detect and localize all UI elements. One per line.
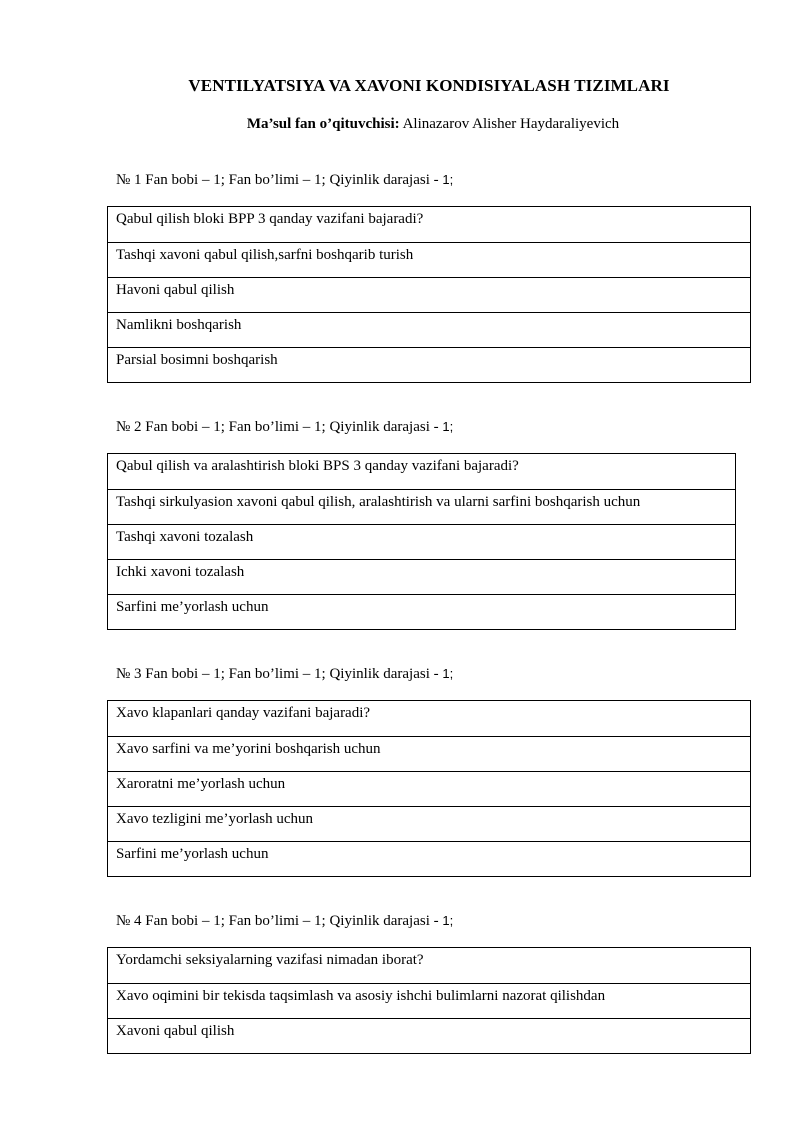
question-level: 1; [442,666,454,681]
question-4-header [116,913,453,930]
question-1-table [107,206,751,383]
question-level: 1; [442,913,454,928]
question-1-answer-4: Parsial bosimni boshqarish [108,347,750,382]
question-2-answer-2: Tashqi xavoni tozalash [108,524,735,559]
question-2-prompt: Qabul qilish va aralashtirish bloki BPS 3 qanday vazifani bajaradi? [116,458,519,474]
question-2-answer-3: Ichki xavoni tozalash [108,559,735,594]
question-4-table [107,947,751,1054]
question-1-answer-1: Tashqi xavoni qabul qilish,sarfni boshqarib turish [108,242,750,277]
question-3-table [107,700,751,877]
question-header-text: № 2 Fan bobi – 1; Fan bo’limi – 1; Qiyinlik darajasi - [116,419,443,435]
question-3-answer-3: Xavo tezligini me’yorlash uchun [108,806,750,841]
teacher-line [0,116,800,133]
teacher-label: Ma’sul fan o’qituvchisi: [246,116,400,132]
question-3-answer-2: Xaroratni me’yorlash uchun [108,771,750,806]
question-1-prompt: Qabul qilish bloki BPP 3 qanday vazifani bajaradi? [116,211,424,227]
question-2-answer-4: Sarfini me’yorlash uchun [108,594,735,629]
teacher-name: Alinazarov Alisher Haydaraliyevich [399,116,620,132]
question-2-answer-1: Tashqi sirkulyasion xavoni qabul qilish, aralashtirish va ularni sarfini boshqarish uchun [108,489,735,524]
question-4-answer-2: Xavoni qabul qilish [108,1018,750,1053]
document-title: VENTILYATSIYA VA XAVONI KONDISIYALASH TIZIMLARI [188,76,670,95]
question-1-answer-3: Namlikni boshqarish [108,312,750,347]
question-level: 1; [442,172,454,187]
question-2-table [107,453,736,630]
question-header-text: № 4 Fan bobi – 1; Fan bo’limi – 1; Qiyinlik darajasi - [116,913,443,929]
question-1-header [116,172,453,189]
question-3-answer-1: Xavo sarfini va me’yorini boshqarish uchun [108,736,750,771]
question-header-text: № 1 Fan bobi – 1; Fan bo’limi – 1; Qiyinlik darajasi - [116,172,443,188]
question-3-answer-4: Sarfini me’yorlash uchun [108,841,750,876]
question-1-answer-2: Havoni qabul qilish [108,277,750,312]
question-3-prompt: Xavo klapanlari qanday vazifani bajaradi? [116,705,371,721]
question-2-header [116,419,453,436]
question-3-header [116,666,453,683]
question-header-text: № 3 Fan bobi – 1; Fan bo’limi – 1; Qiyinlik darajasi - [116,666,443,682]
question-4-prompt: Yordamchi seksiyalarning vazifasi nimadan iborat? [116,952,424,968]
question-level: 1; [442,419,454,434]
question-4-answer-1: Xavo oqimini bir tekisda taqsimlash va asosiy ishchi bulimlarni nazorat qilishdan [108,983,750,1018]
